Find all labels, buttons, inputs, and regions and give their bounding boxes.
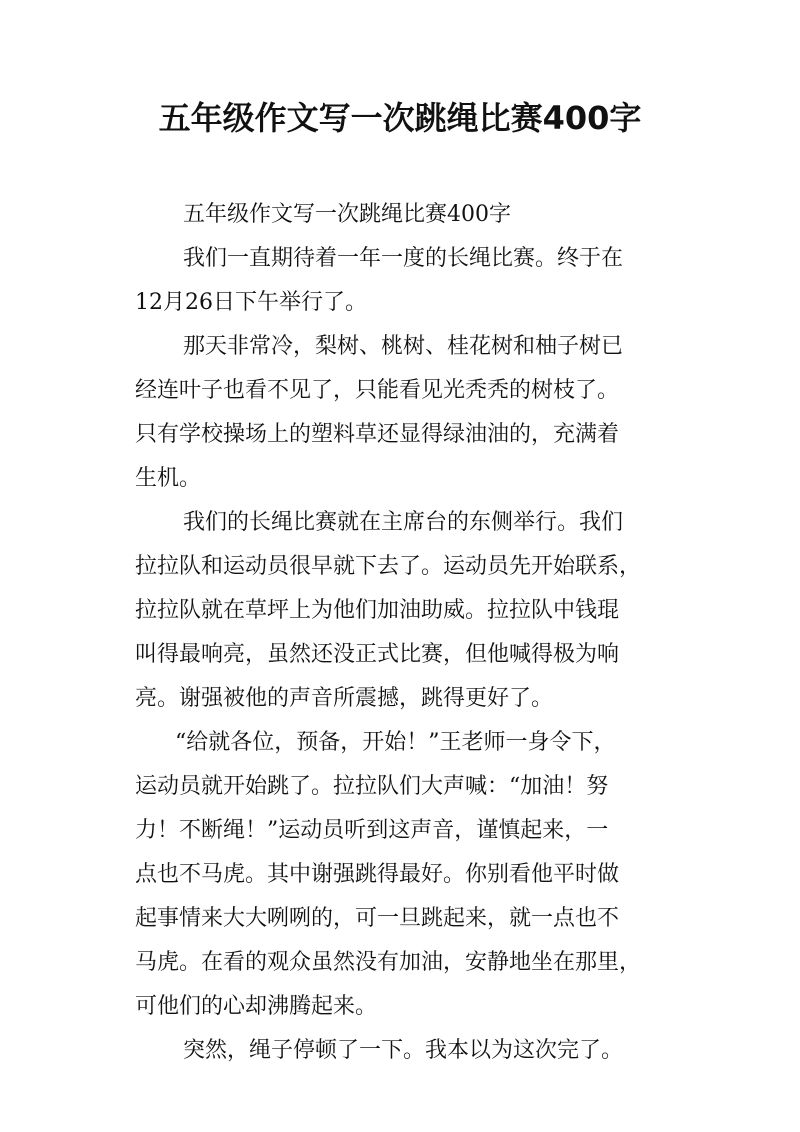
paragraph-3-line-5: 亮。谢强被他的声音所震撼，跳得更好了。 xyxy=(135,686,554,711)
paragraph-4-line-4: 点也不马虎。其中谢强跳得最好。你别看他平时做 xyxy=(135,862,620,887)
paragraph-4-line-2: 运动员就开始跳了。拉拉队们大声喊：“加油！努 xyxy=(135,774,609,799)
paragraph-4-line-5: 起事情来大大咧咧的，可一旦跳起来，就一点也不 xyxy=(135,906,620,931)
paragraph-2-line-4: 生机。 xyxy=(135,466,202,491)
paragraph-3-line-3: 拉拉队就在草坪上为他们加油助威。拉拉队中钱琨 xyxy=(135,598,620,623)
paragraph-2-line-2: 经连叶子也看不见了，只能看见光秃秃的树枝了。 xyxy=(135,378,620,403)
paragraph-2-line-3: 只有学校操场上的塑料草还显得绿油油的，充满着 xyxy=(135,422,620,447)
paragraph-5-line-1: 突然，绳子停顿了一下。我本以为这次完了。 xyxy=(183,1038,624,1063)
paragraph-1-line-2: 12月26日下午举行了。 xyxy=(135,290,367,315)
paragraph-4-line-3: 力！不断绳！”运动员听到这声音，谨慎起来，一 xyxy=(135,818,609,843)
document-title: 五年级作文写一次跳绳比赛400字 xyxy=(158,99,642,137)
paragraph-3-line-4: 叫得最响亮，虽然还没正式比赛，但他喊得极为响 xyxy=(135,642,620,667)
document-body xyxy=(135,193,675,1073)
paragraph-4-line-1: “给就各位，预备，开始！”王老师一身令下， xyxy=(175,730,616,755)
paragraph-4-line-7: 可他们的心却沸腾起来。 xyxy=(135,994,378,1019)
paragraph-1-line-1: 我们一直期待着一年一度的长绳比赛。终于在 xyxy=(183,246,624,271)
paragraph-3-line-1: 我们的长绳比赛就在主席台的东侧举行。我们 xyxy=(183,510,624,535)
paragraph-2-line-1: 那天非常冷，梨树、桃树、桂花树和柚子树已 xyxy=(183,334,624,359)
body-line-subtitle: 五年级作文写一次跳绳比赛400字 xyxy=(183,202,511,227)
paragraph-4-line-6: 马虎。在看的观众虽然没有加油，安静地坐在那里， xyxy=(135,950,642,975)
paragraph-3-line-2: 拉拉队和运动员很早就下去了。运动员先开始联系， xyxy=(135,554,642,579)
